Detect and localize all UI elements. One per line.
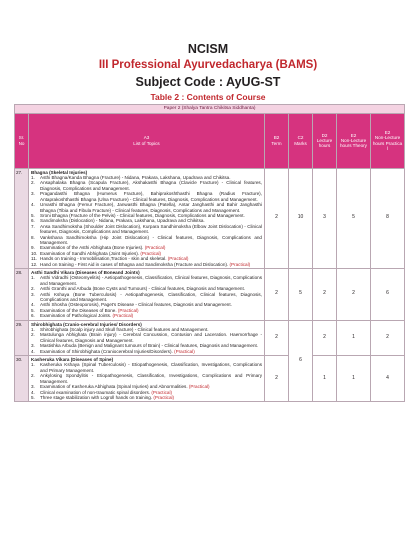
table-row (15, 168, 405, 268)
list-text: Ankylosing Spondylitis - Etiopathogenesis, Classification, Investigations, Complications and Primary Management. (40, 373, 262, 384)
list-text: Examination of the Diseases of Bone. (40, 307, 117, 313)
list-number: 10. (31, 250, 38, 256)
list-number: 2. (31, 286, 35, 292)
row-nonlecture-practical: 2 (371, 320, 405, 355)
topic-list (31, 275, 262, 318)
list-text: Examination of the Asthi Abhighata (Bone Injuries). (40, 245, 144, 251)
topic-list (31, 175, 262, 267)
row-topic (29, 168, 265, 268)
row-sr-no: 27. (15, 168, 29, 268)
list-number: 4. (31, 389, 35, 395)
practical-tag: (Practical) (188, 384, 210, 390)
col-sr-no: Sr. No (15, 113, 29, 168)
list-text: Asthi Kshaya (Bone Tuberculosis) - Aetiopathogenesis, Classification, Clinical features, Diagnosis, Complications and Management. (40, 291, 262, 302)
list-number: 12. (31, 261, 38, 267)
list-number: 3. (31, 191, 35, 197)
list-item (31, 180, 262, 191)
row-sr-no: 30. (15, 356, 29, 402)
list-text: Three stage stabilization with Logroll hands on training. (40, 394, 153, 400)
list-number: 5. (31, 212, 35, 218)
list-number: 11. (31, 256, 38, 262)
row-marks: 5 (289, 268, 313, 320)
row-marks: 10 (289, 168, 313, 268)
subject-code: Subject Code : AyUG-ST (135, 75, 281, 89)
list-number: 3. (31, 343, 35, 349)
row-lecture-hours: 2 (313, 268, 337, 320)
list-text: Ansaphalaka Bhagna (Scapula Fracture), Akshakasthi Bhagna (Clavicle Fracture) - Clinical features, Diagnosis, Complications and Management. (40, 180, 262, 191)
list-item (31, 395, 262, 400)
list-text: Asthi Bhagna/Kanda Bhagna (Fracture) - Nidana, Prakara, Lakshana, Upadrava and Chikitsa. (40, 175, 231, 181)
program-title: III Professional Ayurvedacharya (BAMS) (98, 59, 318, 71)
practical-tag: (Practical) (117, 307, 139, 313)
practical-tag: (Practical) (167, 256, 189, 262)
list-text: Urvasthi Bhagna (Femur Fracture), Janwasthi Bhagna (Patella), Antar Janghasthi and Bahir Janghasthi Bhagna (Tibia and Fibula Fracture) - Clinical features, Diagnosis, Complications and Management. (40, 202, 262, 213)
list-item (31, 373, 262, 384)
row-marks-merged: 6 (289, 320, 313, 402)
practical-tag: (Practical) (174, 348, 195, 354)
list-number: 1. (31, 175, 35, 181)
list-text: Vankshana Sandhimoksha (Hip Joint Dislocation) - Clinical features, Diagnosis, Complications and Management. (40, 234, 262, 245)
list-number: 2. (31, 180, 35, 186)
course-contents-table (14, 104, 405, 402)
list-number: 1. (31, 362, 35, 368)
list-number: 3. (31, 384, 35, 390)
row-term: 2 (265, 168, 289, 268)
table-title: Table 2 : Contents of Course (150, 92, 266, 102)
list-text: Examination of Sandhi Abhighata (Joint Injuries). (40, 250, 140, 256)
practical-tag: (Practical) (140, 250, 162, 256)
list-number: 5. (31, 307, 35, 313)
list-number: 6. (31, 313, 35, 319)
list-number: 2. (31, 373, 35, 379)
list-text: Sandimoksha (Dislocation) - Nidana, Prakara, Lakshana, Upadrava and Chikitsa. (40, 218, 205, 224)
row-sr-no: 29. (15, 320, 29, 355)
practical-tag: (Practical) (144, 245, 166, 251)
row-nonlecture-practical: 8 (371, 168, 405, 268)
list-text: Examination of Shirobhighata (Craniocerebral Injuries/Disorders). (40, 348, 173, 354)
list-number: 3. (31, 291, 35, 297)
row-topic (29, 320, 265, 355)
list-item (31, 224, 262, 235)
list-number: 2. (31, 332, 35, 338)
list-text: Hands on training - Immobilisation,Traction - skin and skeletal. (40, 256, 167, 262)
col-topics: A3 List of Topics (29, 113, 265, 168)
topic-title: Shirobhighata (Cranio-cerebral Injuries/ Disorders) (31, 321, 142, 327)
list-item (31, 191, 262, 202)
row-term: 2 (265, 356, 289, 402)
row-nonlecture-theory: 1 (337, 320, 371, 355)
topic-title: Kasheruka Vikara (Diseases of Spine) (31, 357, 114, 363)
row-nonlecture-theory: 5 (337, 168, 371, 268)
list-number: 7. (31, 223, 35, 229)
row-topic (29, 268, 265, 320)
list-text: Clinical examination of non-traumatic spinal disorders. (40, 389, 151, 395)
list-number: 8. (31, 234, 35, 240)
list-item (31, 262, 262, 267)
list-text: Kasheruka Kshaya (Spinal Tuberculosis) - Etiopathogenesis, Classification, Investigations, Complications and Primary Management. (40, 362, 262, 373)
list-item (31, 202, 262, 213)
row-lecture-hours: 2 (313, 320, 337, 355)
list-text: Mastulunga Abhighata (Brain injury) - Cerebral Concussion, Contusion and Laceration. Haemorrhage - Clinical features, Diagnosis and Management. (40, 332, 262, 343)
list-text: Asthi Shosha (Osteoporosis), Paget's Disease - Clinical features, Diagnosis and Management. (40, 302, 232, 308)
list-item (31, 313, 262, 318)
list-item (31, 362, 262, 373)
col-marks: C2 Marks (289, 113, 313, 168)
list-text: Shirobhighata (Scalp injury and Skull fracture) - Clinical features and Management. (40, 327, 209, 333)
list-number: 4. (31, 302, 35, 308)
list-item (31, 275, 262, 286)
row-nonlecture-practical: 6 (371, 268, 405, 320)
list-text: Hand on training - First Aid in cases of Bhagna and Sandimoksha (Fracture and Dislocation). (40, 261, 229, 267)
list-number: 1. (31, 275, 35, 281)
row-nonlecture-theory: 1 (337, 356, 371, 402)
row-sr-no: 28. (15, 268, 29, 320)
col-term: B2 Term (265, 113, 289, 168)
topic-list (31, 362, 262, 400)
topic-title: Bhagna (Skeletal Injuries) (31, 169, 88, 175)
list-text: Examination of Pathological Joints. (40, 313, 112, 319)
list-number: 9. (31, 245, 35, 251)
table-row (15, 320, 405, 355)
table-row (15, 268, 405, 320)
paper-title: Paper 2 (Shalya Tantra Chikitsa Siddhanta) (15, 105, 405, 114)
list-text: Asthi Vidradhi (Osteomyelitis) - Aetiopathogenesis, Classification, Clinical features, Diagnosis, Complications and Management. (40, 275, 262, 286)
row-term: 2 (265, 268, 289, 320)
row-nonlecture-practical: 4 (371, 356, 405, 402)
col-lecture-hours: D2 Lecture hours (313, 113, 337, 168)
list-item (31, 332, 262, 343)
row-lecture-hours: 1 (313, 356, 337, 402)
list-text: Pragandasthi Bhagna (Humerus Fracture), Bahiprakoshthasthi Bhagna (Radius Fracture), Antaprakoshthasthi Bhagna (Ulna Fracture) - Clinical features, Diagnosis, Complications and Management. (40, 191, 262, 202)
col-nonlecture-theory: E2 Non-Lecture hours Theory (337, 113, 371, 168)
list-item (31, 292, 262, 303)
org-title: NCISM (187, 42, 229, 56)
list-text: Mastishka Arbuda (Benign and Malignant tumours of Brain) - Clinical features, Diagnosis and Management. (40, 343, 259, 349)
row-topic (29, 356, 265, 402)
list-text: Examination of Kasheruka Abhighata (Spinal Injuries) and Abnormalities. (40, 384, 188, 390)
list-text: Ansa Sandhimoksha (Shoulder Joint Dislocation), Kurpara Sandhimoksha (Elbow Joint Dislocation) - Clinical features, Diagnosis, Complications and Management. (40, 223, 262, 235)
list-text: Sroni Bhagna (Fracture of the Pelvis) - Clinical features, Diagnosis, Complications and Management. (40, 212, 245, 218)
row-nonlecture-theory: 2 (337, 268, 371, 320)
list-item (31, 235, 262, 246)
row-term: 2 (265, 320, 289, 355)
table-row (15, 356, 405, 402)
list-item (31, 349, 262, 354)
col-nonlecture-practical: E2 Non-Lecture hours Practica l (371, 113, 405, 168)
list-number: 6. (31, 218, 35, 224)
practical-tag: (Practical) (229, 261, 251, 267)
topic-title: Asthi Sandhi Vikara (Diseases of Boneand Joints) (31, 269, 140, 275)
list-number: 5. (31, 394, 35, 400)
list-number: 4. (31, 348, 35, 354)
practical-tag: (Practical) (151, 389, 173, 395)
list-text: Asthi Granthi and Arbuda (Bone Cysts and Tumours) - Clinical features, Diagnosis and Management. (40, 286, 246, 292)
practical-tag: (Practical) (153, 394, 175, 400)
topic-list (31, 327, 262, 354)
practical-tag: (Practical) (112, 313, 134, 319)
list-number: 1. (31, 327, 35, 333)
row-lecture-hours: 3 (313, 168, 337, 268)
list-number: 4. (31, 202, 35, 208)
